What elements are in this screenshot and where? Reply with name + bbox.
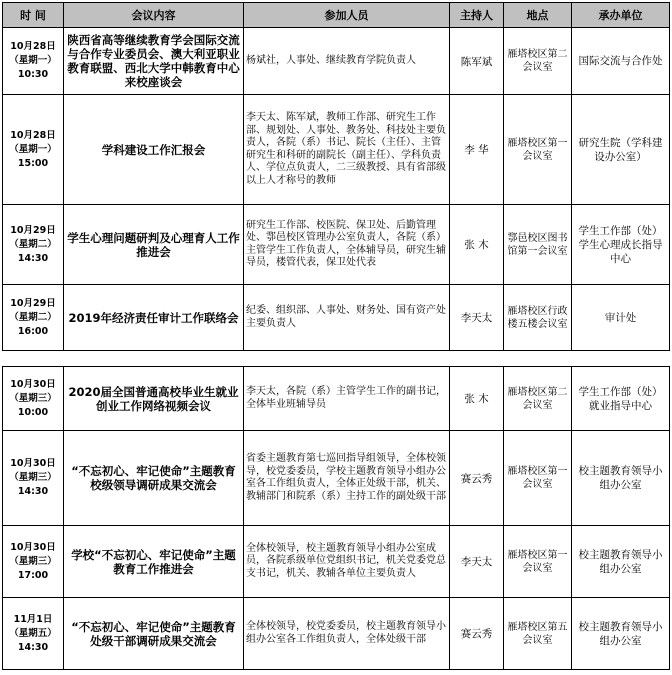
organizer-cell: 学生工作部（处）就业指导中心 — [572, 367, 670, 431]
place-cell: 雁塔校区第二会议室 — [504, 28, 572, 95]
organizer-cell: 国际交流与合作处 — [572, 28, 670, 95]
topic-cell: 2020届全国普通高校毕业生就业创业工作网络视频会议 — [64, 367, 244, 431]
table-row — [3, 205, 670, 285]
place-cell: 雁塔校区行政楼五楼会议室 — [504, 285, 572, 351]
participants-cell: 李天太、陈军斌，教师工作部、研究生工作部、规划处、人事处、教务处、科技处主要负责人，各院（系）书记、院长（主任）、主管研究生和科研的副院长（副主任）、学科负责人、学位点负责人，二三级教授、具有省部级以上人才称号的教师 — [244, 95, 450, 205]
topic-cell: 学科建设工作汇报会 — [64, 95, 244, 205]
table-row — [3, 367, 670, 431]
header-place: 地点 — [504, 3, 572, 28]
topic-cell: “不忘初心、牢记使命”主题教育校级领导调研成果交流会 — [64, 431, 244, 526]
header-organizer: 承办单位 — [572, 3, 670, 28]
time-cell: 10月28日 （星期一） 15:00 — [3, 95, 64, 205]
header-participants: 参加人员 — [244, 3, 450, 28]
organizer-cell: 校主题教育领导小组办公室 — [572, 431, 670, 526]
header-topic: 会议内容 — [64, 3, 244, 28]
participants-cell: 省委主题教育第七巡回指导组领导，全体校领导，校党委委员，学校主题教育领导小组办公室各工作组负责人，全体正处级干部，机关、教辅部门和院系（系）主持工作的副处级干部 — [244, 431, 450, 526]
time-cell: 10月30日 （星期三） 14:30 — [3, 431, 64, 526]
table-row — [3, 285, 670, 351]
time-cell: 10月30日 （星期三） 10:00 — [3, 367, 64, 431]
host-cell: 张 木 — [450, 367, 504, 431]
topic-cell: 陕西省高等继续教育学会国际交流与合作专业委员会、澳大利亚职业教育联盟、西北大学中韩教育中心来校座谈会 — [64, 28, 244, 95]
topic-cell: “不忘初心、牢记使命”主题教育处级干部调研成果交流会 — [64, 598, 244, 670]
table-row — [3, 28, 670, 95]
topic-cell: 2019年经济责任审计工作联络会 — [64, 285, 244, 351]
participants-cell: 李天太，各院（系）主管学生工作的副书记，全体毕业班辅导员 — [244, 367, 450, 431]
organizer-cell: 学生工作部（处）学生心理成长指导中心 — [572, 205, 670, 285]
host-cell: 李天太 — [450, 285, 504, 351]
table-row — [3, 526, 670, 598]
participants-cell: 全体校领导，校主题教育领导小组办公室成员，各院系级单位党组织书记，机关党委党总支书记，机关、教辅各单位主要负责人 — [244, 526, 450, 598]
host-cell: 张 木 — [450, 205, 504, 285]
schedule-table-bottom — [2, 366, 670, 670]
topic-cell: 学校“不忘初心、牢记使命”主题教育工作推进会 — [64, 526, 244, 598]
participants-cell: 杨斌社，人事处、继续教育学院负责人 — [244, 28, 450, 95]
host-cell: 赛云秀 — [450, 598, 504, 670]
host-cell: 赛云秀 — [450, 431, 504, 526]
header-host: 主持人 — [450, 3, 504, 28]
participants-cell: 纪委、组织部、人事处、财务处、国有资产处主要负责人 — [244, 285, 450, 351]
participants-cell: 研究生工作部、校医院、保卫处、后勤管理处、鄠邑校区管理办公室负责人，各院（系）主管学生工作负责人，全体辅导员，研究生辅导员，楼管代表，保卫处代表 — [244, 205, 450, 285]
topic-cell: 学生心理问题研判及心理育人工作推进会 — [64, 205, 244, 285]
place-cell: 雁塔校区第一会议室 — [504, 431, 572, 526]
time-cell: 10月30日 （星期三） 17:00 — [3, 526, 64, 598]
host-cell: 陈军斌 — [450, 28, 504, 95]
place-cell: 雁塔校区第一会议室 — [504, 526, 572, 598]
organizer-cell: 校主题教育领导小组办公室 — [572, 526, 670, 598]
participants-cell: 全体校领导，校党委委员，校主题教育领导小组办公室各工作组负责人，全体处级干部 — [244, 598, 450, 670]
organizer-cell: 校主题教育领导小组办公室 — [572, 598, 670, 670]
place-cell: 鄠邑校区图书馆第一会议室 — [504, 205, 572, 285]
place-cell: 雁塔校区第二会议室 — [504, 367, 572, 431]
schedule-table-top — [2, 2, 670, 351]
organizer-cell: 审计处 — [572, 285, 670, 351]
table-row — [3, 431, 670, 526]
organizer-cell: 研究生院（学科建设办公室） — [572, 95, 670, 205]
place-cell: 雁塔校区第五会议室 — [504, 598, 572, 670]
time-cell: 10月29日 （星期二） 16:00 — [3, 285, 64, 351]
table-row — [3, 598, 670, 670]
host-cell: 李 华 — [450, 95, 504, 205]
time-cell: 10月29日 （星期二） 14:30 — [3, 205, 64, 285]
table-row — [3, 95, 670, 205]
place-cell: 雁塔校区第一会议室 — [504, 95, 572, 205]
host-cell: 李天太 — [450, 526, 504, 598]
header-row — [3, 3, 670, 28]
header-time: 时 间 — [3, 3, 64, 28]
time-cell: 10月28日 （星期一） 10:30 — [3, 28, 64, 95]
time-cell: 11月1日 （星期五） 14:30 — [3, 598, 64, 670]
